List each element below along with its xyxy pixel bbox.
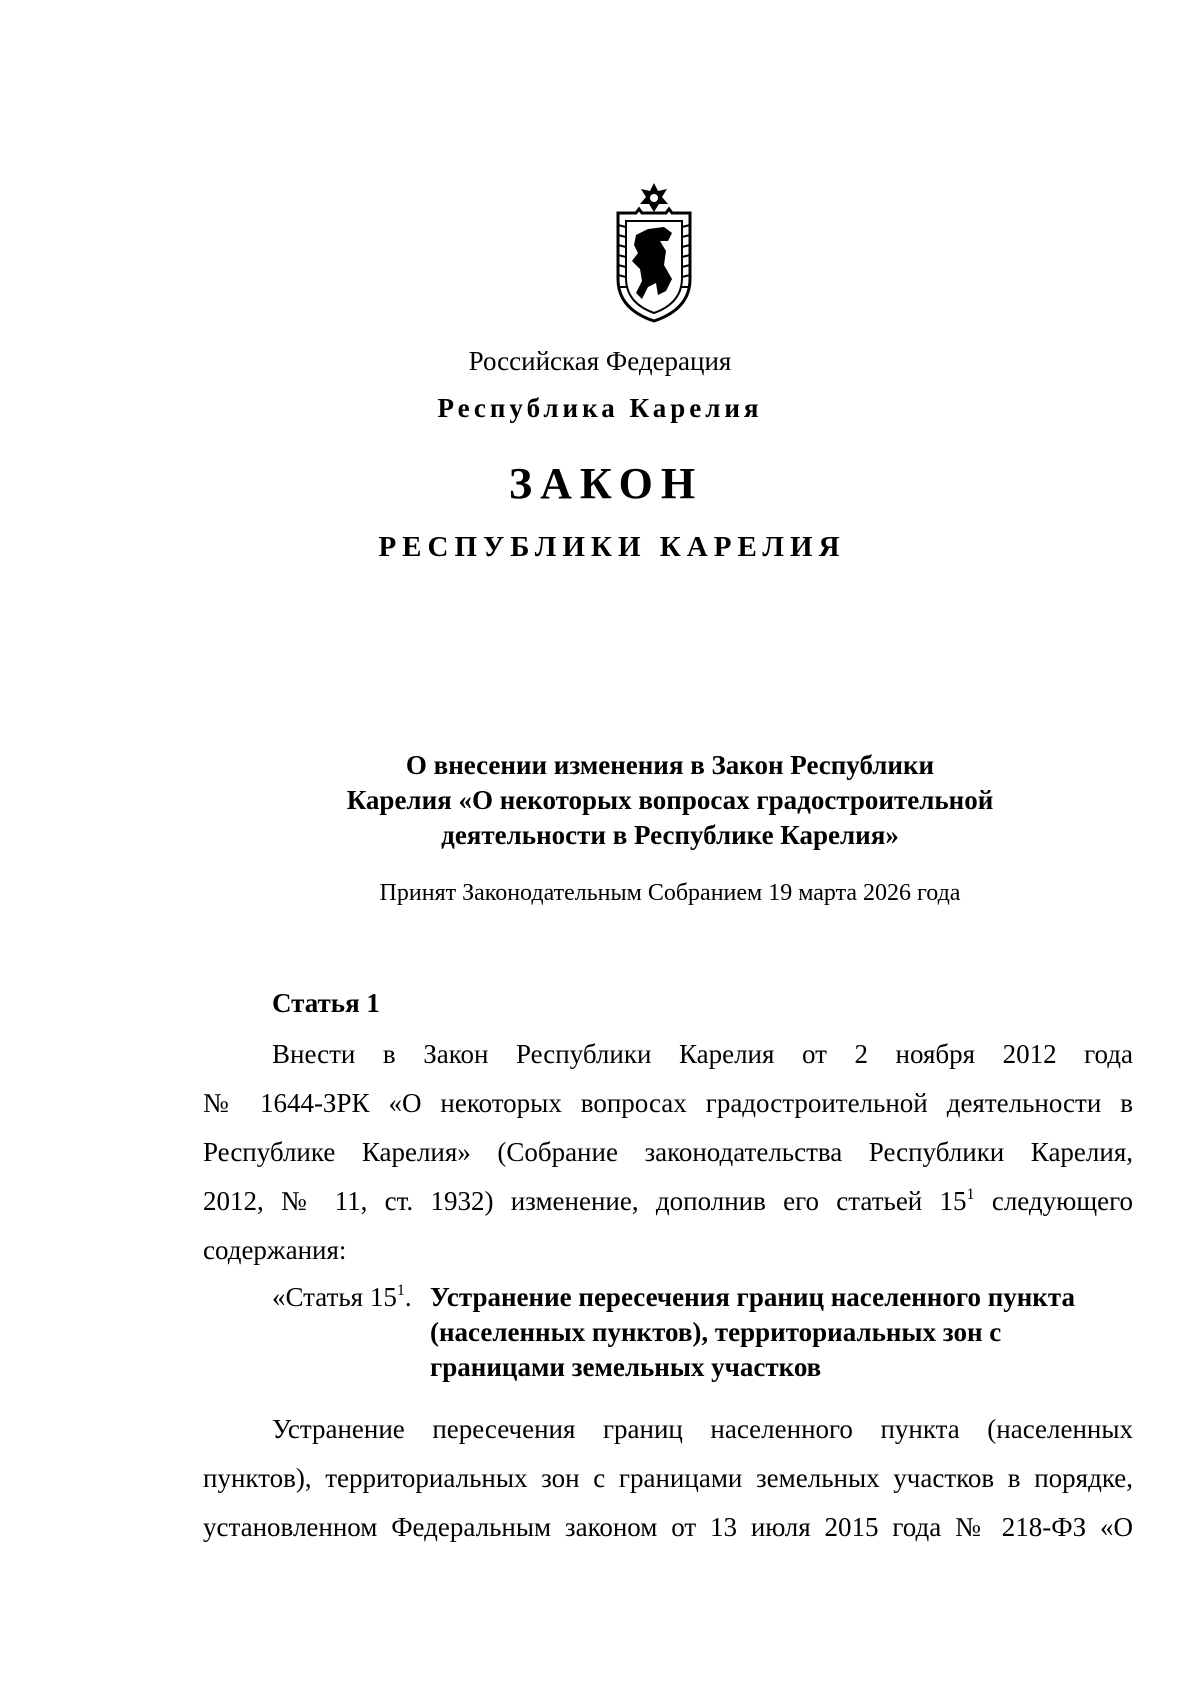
paragraph-line: содержания:: [203, 1235, 347, 1265]
law-issuer: РЕСПУБЛИКИ КАРЕЛИЯ: [378, 531, 846, 563]
paragraph-line: [203, 1177, 1133, 1226]
country-name: Российская Федерация: [468, 346, 732, 376]
line-text: следующего: [974, 1186, 1134, 1216]
paragraph-line: установленном Федеральным законом от 13 июля 2015 года № 218-ФЗ «О: [203, 1512, 1133, 1542]
title-line: деятельности в Республике Карелия»: [441, 820, 899, 850]
law-subject-title: [300, 748, 1040, 853]
law-title: ЗАКОН: [508, 459, 704, 508]
paragraph-line: № 1644-ЗРК «О некоторых вопросах градостроительной деятельности в: [203, 1088, 1133, 1118]
paragraph-line: Устранение пересечения границ населенного пункта (населенных: [272, 1414, 1133, 1444]
superscript: 1: [966, 1186, 975, 1203]
heading-line: границами земельных участков: [430, 1352, 822, 1382]
title-line: О внесении изменения в Закон Республики: [405, 750, 935, 780]
article-15-1-number: [272, 1280, 412, 1315]
paragraph-line: Внести в Закон Республики Карелия от 2 ноября 2012 года: [272, 1039, 1133, 1069]
article-1-paragraph: [203, 1030, 1133, 1275]
coat-of-arms-emblem: [606, 183, 702, 323]
article-15-1-title: [430, 1280, 1130, 1385]
adoption-statement: Принят Законодательным Собранием 19 марта 2026 года: [379, 880, 961, 906]
superscript: 1: [396, 1282, 405, 1299]
article-label-tail: .: [404, 1282, 412, 1312]
title-line: Карелия «О некоторых вопросах градостроительной: [346, 785, 994, 815]
article-15-1-body: [203, 1405, 1133, 1552]
paragraph-line: пунктов), территориальных зон с границами земельных участков в порядке,: [203, 1463, 1133, 1493]
republic-name: Республика Карелия: [437, 393, 763, 423]
heading-line: (населенных пунктов), территориальных зон с: [430, 1317, 1002, 1347]
heading-line: Устранение пересечения границ населенного пункта: [430, 1282, 1075, 1312]
article-label: «Статья 15: [272, 1282, 397, 1312]
paragraph-line: Республике Карелия» (Собрание законодательства Республики Карелия,: [203, 1137, 1133, 1167]
star-icon: [640, 183, 668, 212]
line-text: 2012, № 11, ст. 1932) изменение, дополнив его статьей 15: [203, 1186, 967, 1216]
article-1-heading: Статья 1: [272, 988, 380, 1018]
